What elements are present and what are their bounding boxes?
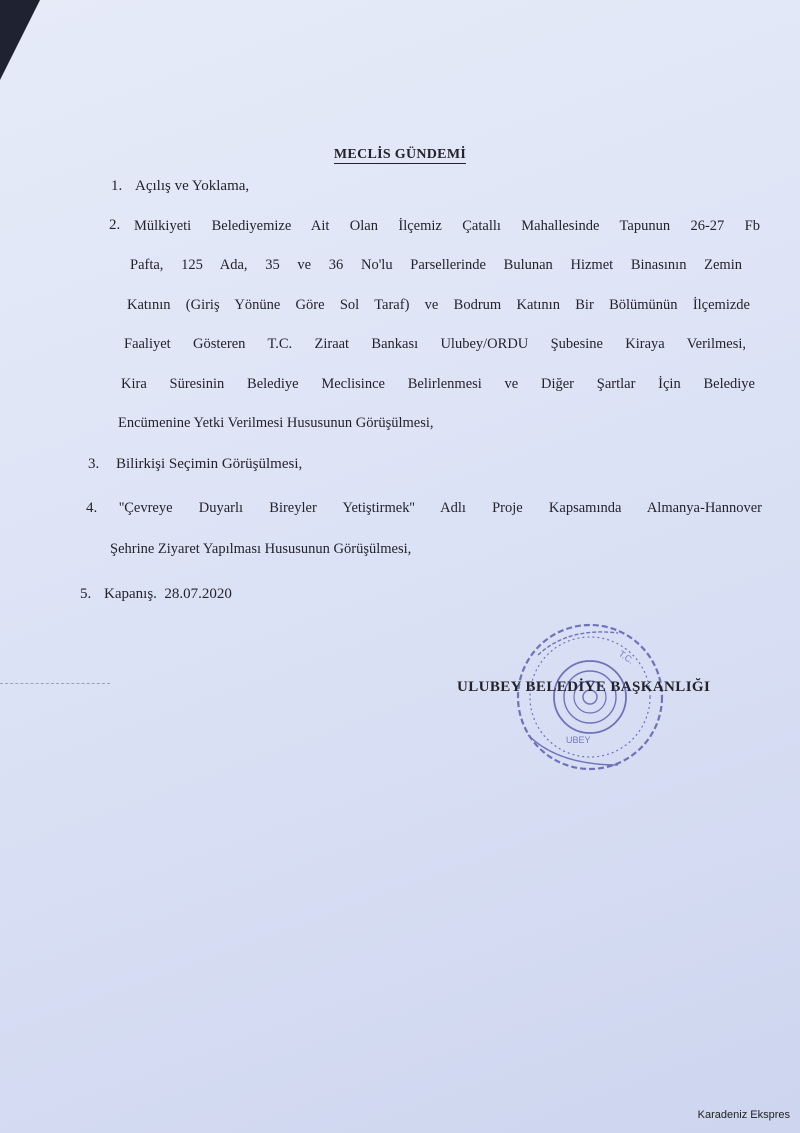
- item-2-line-5: Kira Süresinin Belediye Meclisince Belirlenmesi ve Diğer Şartlar İçin Belediye: [121, 376, 755, 392]
- item-1-number: 1.: [111, 178, 123, 194]
- item-4-line-2: Şehrine Ziyaret Yapılması Hususunun Görüşülmesi,: [110, 541, 412, 557]
- document-title: MECLİS GÜNDEMİ: [333, 147, 467, 162]
- municipality-office-name: ULUBEY BELEDİYE BAŞKANLIĞI: [457, 679, 711, 695]
- item-2-line-2: Pafta, 125 Ada, 35 ve 36 No'lu Parsellerinde Bulunan Hizmet Binasının Zemin: [130, 257, 742, 273]
- item-5-number: 5.: [80, 586, 92, 602]
- dashed-line: [0, 683, 110, 684]
- item-4-line-1: ''Çevreye Duyarlı Bireyler Yetiştirmek'' Adlı Proje Kapsamında Almanya-Hannover: [119, 500, 762, 516]
- item-3-text: Bilirkişi Seçimin Görüşülmesi,: [116, 456, 303, 472]
- item-2-line-1: Mülkiyeti Belediyemize Ait Olan İlçemiz Çatallı Mahallesinde Tapunun 26-27 Fb: [134, 218, 760, 234]
- watermark: Karadeniz Ekspres: [697, 1109, 790, 1121]
- item-2-line-4: Faaliyet Gösteren T.C. Ziraat Bankası Ulubey/ORDU Şubesine Kiraya Verilmesi,: [124, 336, 746, 352]
- svg-text:UBEY: UBEY: [566, 735, 591, 745]
- page-corner-shadow: [0, 0, 40, 80]
- item-2-line-3: Katının (Giriş Yönüne Göre Sol Taraf) ve Bodrum Katının Bir Bölümünün İlçemizde: [127, 297, 750, 313]
- item-1-text: Açılış ve Yoklama,: [135, 178, 250, 194]
- item-2-number: 2.: [109, 217, 121, 233]
- svg-text:T.C.: T.C.: [616, 648, 636, 666]
- item-4-number: 4.: [86, 500, 98, 516]
- item-2-line-6: Encümenine Yetki Verilmesi Hususunun Görüşülmesi,: [118, 415, 434, 431]
- item-3-number: 3.: [88, 456, 100, 472]
- item-5-text: Kapanış. 28.07.2020: [104, 586, 232, 602]
